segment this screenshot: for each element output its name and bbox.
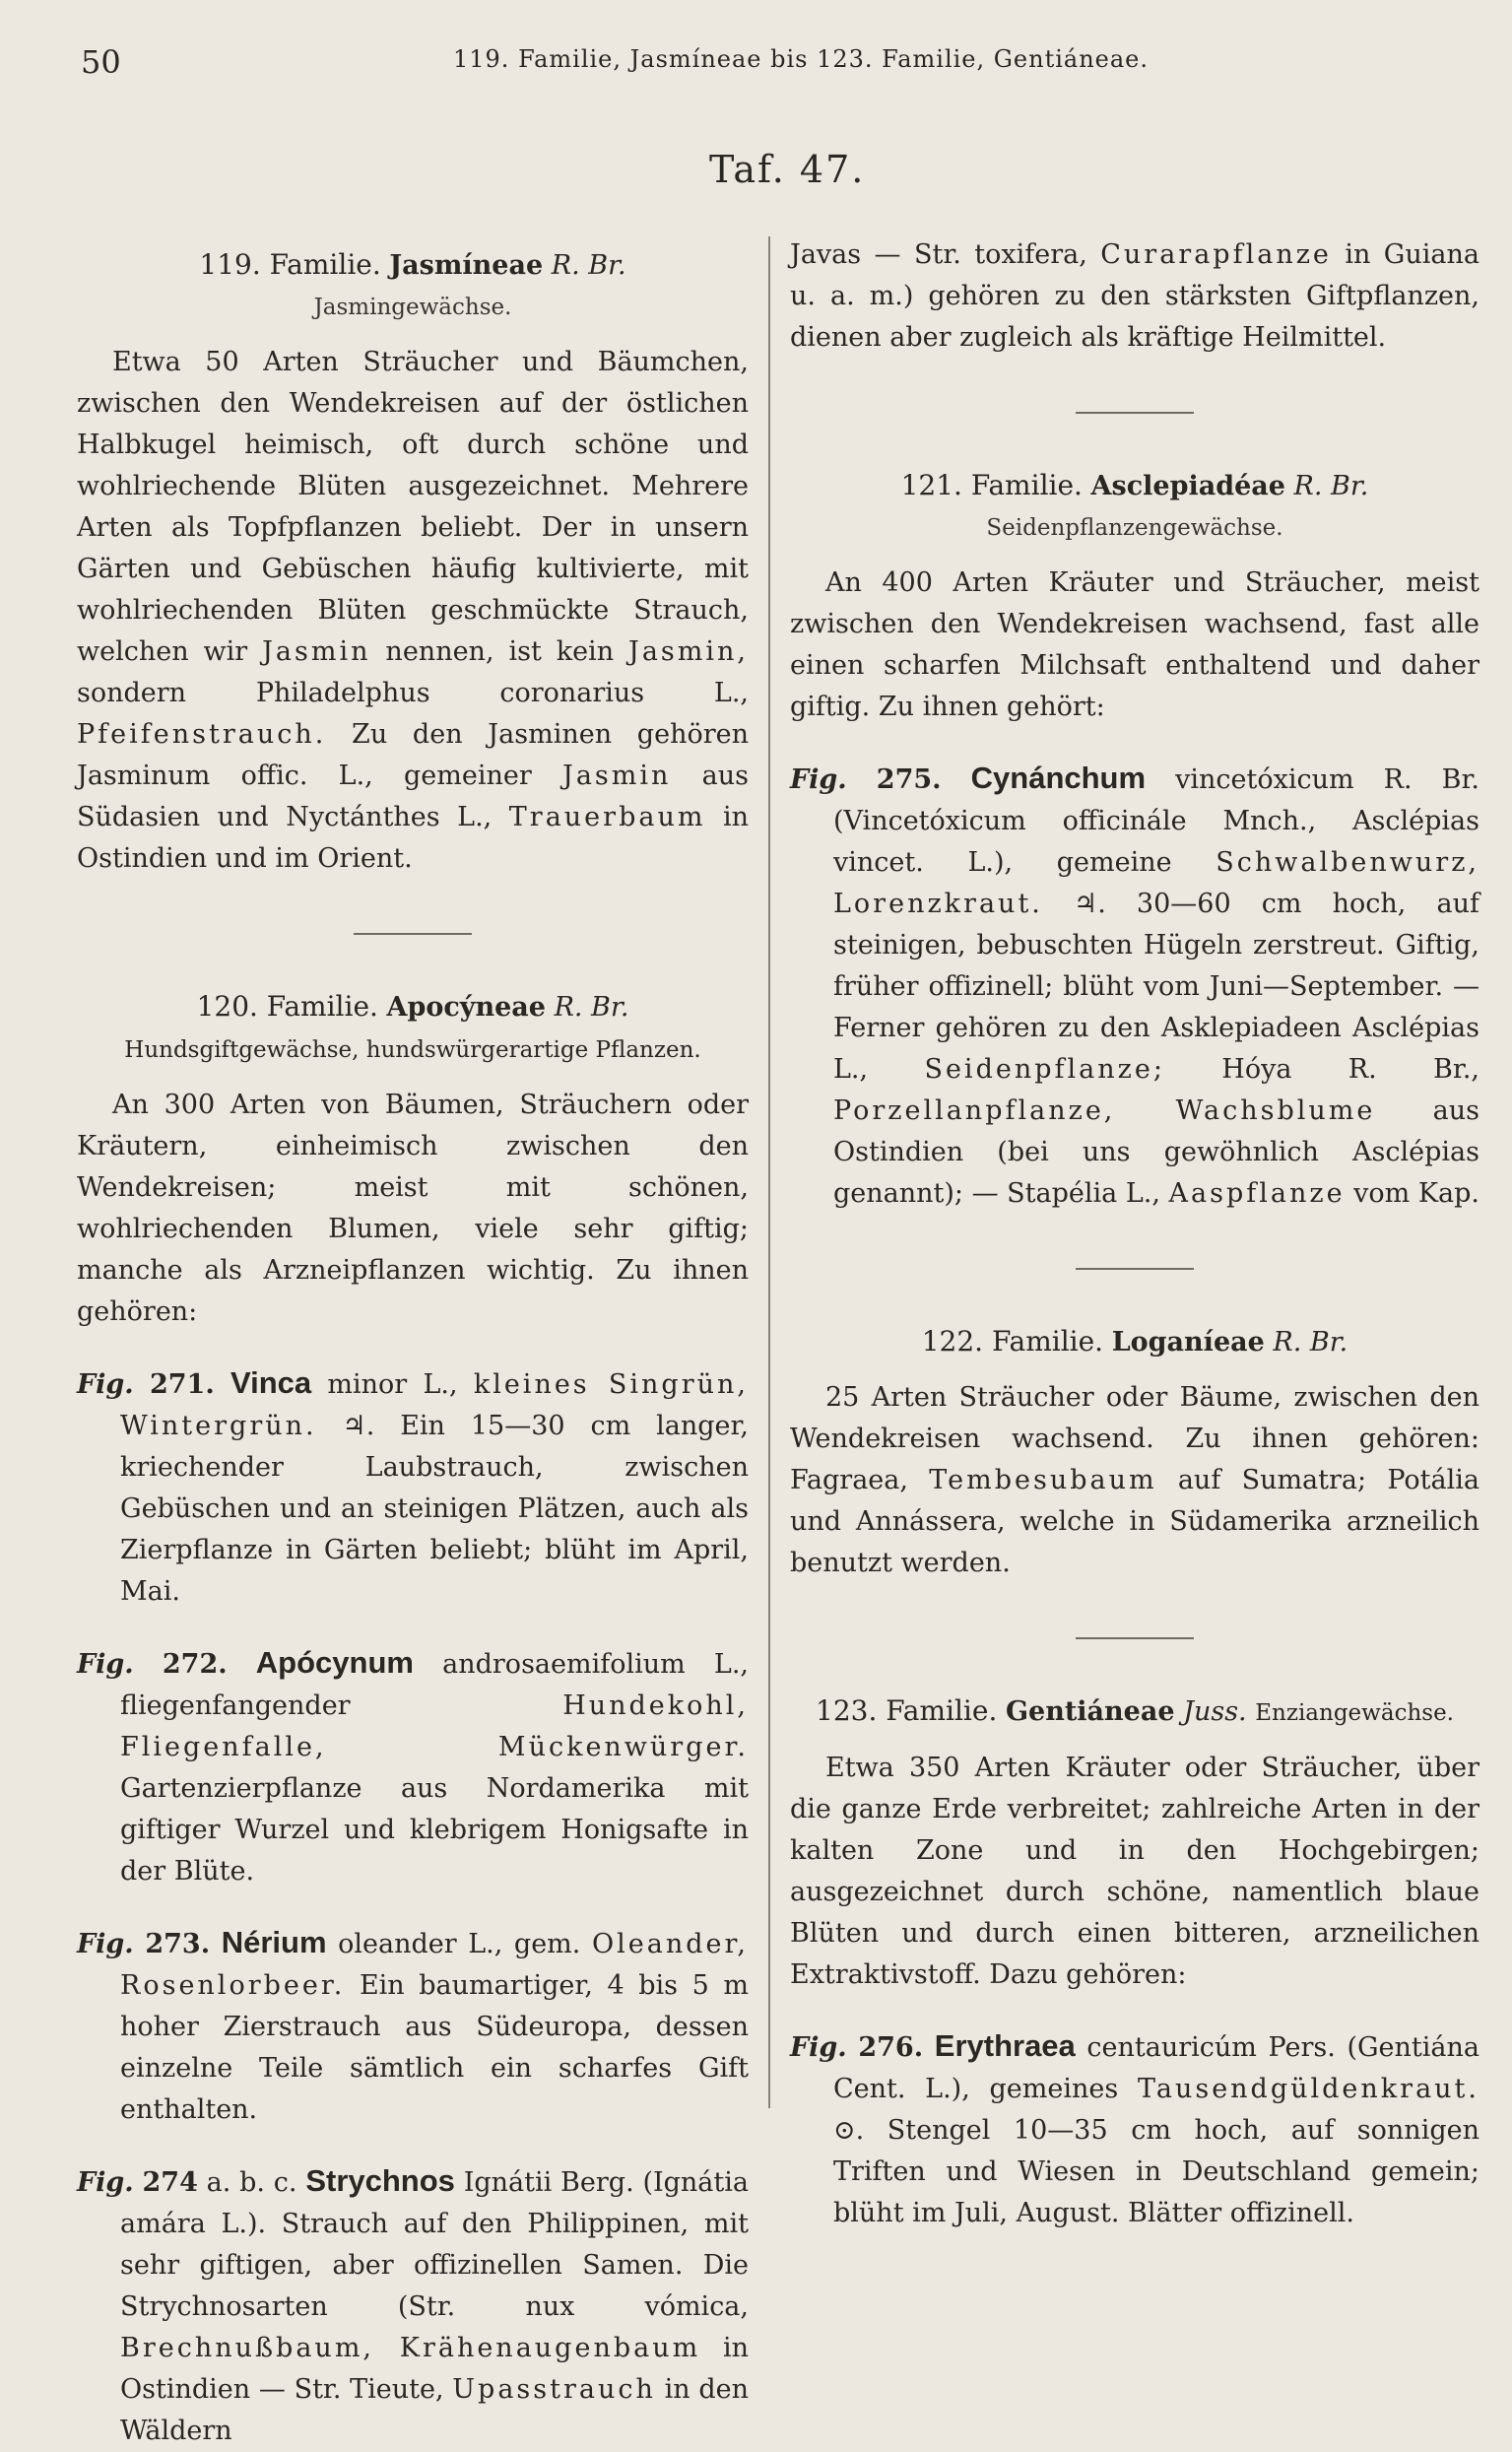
text-run: Tausendgüldenkraut. xyxy=(1137,2074,1479,2104)
family-name: Loganíeae xyxy=(1111,1327,1265,1358)
family-120-description: An 300 Arten von Bäumen, Sträuchern oder Kräutern, einheimisch zwischen den Wendekreisen; meist mit schönen, wohlriechenden Blumen, viele sehr giftig; manche als Arzneipflanzen wichtig. Zu ihnen gehören: xyxy=(77,1090,749,1327)
genus-name: Vinca xyxy=(230,1365,312,1400)
text-run: Jasmin, xyxy=(628,636,750,667)
text-run: Javas — Str. toxifera, xyxy=(790,239,1101,270)
text-run: aus Südasien und Nyctánthes L., xyxy=(77,761,749,832)
text-run: Etwa 50 Arten Sträucher und Bäumchen, zwischen den Wendekreisen auf der östlichen Halbkugel heimisch, oft durch schöne und wohlriechende Blüten ausgezeichnet. Mehrere Arten als Topfpflanzen beliebt. Der in unsern Gärten und Gebüschen häufig kultivierte, mit wohlriechenden Blüten geschmückte Strauch, welchen wir xyxy=(77,347,749,667)
family-123-subtitle: Enziangewächse. xyxy=(1255,1700,1454,1726)
family-119-heading xyxy=(77,244,749,287)
section-divider xyxy=(1076,412,1194,414)
text-run: Seidenpflanze; xyxy=(924,1054,1165,1085)
text-run: aus Ostindien (bei uns gewöhnlich Asclépias genannt); — Stapélia L., xyxy=(833,1095,1479,1209)
text-run: Jasmin xyxy=(562,761,672,791)
text-run: Schwalbenwurz, Lorenzkraut. xyxy=(833,847,1479,919)
family-author: R. Br. xyxy=(554,992,629,1023)
text-run: sondern Philadelphus coronarius L., xyxy=(77,678,749,708)
text-run: Aaspflanze xyxy=(1168,1178,1346,1209)
family-119-subtitle: Jasmingewächse. xyxy=(313,295,512,320)
plate-title: Taf. 47. xyxy=(709,148,866,191)
fig-275-entry xyxy=(790,758,1479,1215)
text-run: 121. Familie. xyxy=(900,469,1083,501)
text-run: Zu den Jasminen gehören Jasminum offic. L., gemeiner xyxy=(77,719,749,791)
text-run: Upasstrauch xyxy=(452,2374,656,2405)
text-run: a. b. c. xyxy=(197,2167,306,2198)
text-run: 272. xyxy=(162,1649,228,1680)
text-run: vom Kap. xyxy=(1345,1178,1479,1209)
section-divider xyxy=(1076,1637,1194,1639)
text-run: Hundekohl, Fliegenfalle, Mückenwürger. xyxy=(120,1690,749,1762)
text-run: Jasmin xyxy=(262,636,371,667)
page-number: 50 xyxy=(81,43,121,81)
family-121-subtitle: Seidenpflanzengewächse. xyxy=(986,515,1283,541)
section-divider xyxy=(354,933,472,935)
text-run: centauricúm Pers. (Gentiána Cent. L.), gemeines xyxy=(833,2032,1479,2104)
text-run: Fig. xyxy=(790,764,847,795)
fig-276-entry xyxy=(790,2025,1479,2234)
right-column xyxy=(790,234,1479,2234)
text-run: androsaemifolium L., fliegenfangender xyxy=(120,1649,749,1721)
text-run: Hóya R. Br., xyxy=(1164,1054,1479,1085)
family-name: Jasmíneae xyxy=(389,250,544,281)
text-run: vincetóxicum R. Br. (Vincetóxicum officinále Mnch., Asclépias vincet. L.), gemeine xyxy=(833,764,1479,878)
family-123-heading xyxy=(790,1690,1479,1734)
text-run: Oleander, Rosenlorbeer. xyxy=(120,1929,749,2001)
family-author: R. Br. xyxy=(551,250,626,281)
text-run: Fig. xyxy=(77,1369,134,1400)
family-name: Asclepiadéae xyxy=(1090,471,1285,501)
text-run: in Guiana u. a. m.) gehören zu den stärksten Giftpflanzen, dienen aber zugleich als kräftige Heilmittel. xyxy=(790,239,1479,353)
text-run: in Ostindien und im Orient. xyxy=(77,802,749,874)
text-run: Tembesubaum xyxy=(929,1465,1157,1495)
text-run: Trauerbaum xyxy=(508,802,706,832)
family-123-description: Etwa 350 Arten Kräuter oder Sträucher, über die ganze Erde verbreitet; zahlreiche Arten in der kalten Zone und in den Hochgebirgen; ausgezeichnet durch schöne, namentlich blaue Blüten und durch einen bitteren, arzneilichen Extraktivstoff. Dazu gehören: xyxy=(790,1753,1479,1990)
text-run: 271. xyxy=(149,1369,215,1400)
text-run: in Ostindien — Str. Tieute, xyxy=(120,2333,750,2405)
family-name: Gentiáneae xyxy=(1005,1696,1175,1727)
text-run: Fig. xyxy=(77,1649,134,1680)
text-run: 276. xyxy=(858,2032,924,2063)
fig-271-entry xyxy=(77,1362,749,1613)
family-author: R. Br. xyxy=(1293,471,1369,501)
genus-name: Apócynum xyxy=(255,1645,414,1680)
text-run: Pfeifenstrauch. xyxy=(77,719,327,750)
genus-name: Erythraea xyxy=(934,2028,1076,2063)
genus-name: Nérium xyxy=(221,1925,327,1959)
family-author: Juss. xyxy=(1183,1696,1247,1727)
family-122-description xyxy=(790,1377,1479,1584)
text-run: Porzellanpflanze, Wachsblume xyxy=(833,1095,1376,1126)
fig-274-continuation xyxy=(790,234,1479,359)
family-121-heading xyxy=(790,465,1479,507)
text-run: 273. xyxy=(145,1929,211,1959)
text-run: Fig. xyxy=(77,2167,134,2198)
text-run: Ignátii Berg. (Ignátia amára L.). Strauch auf den Philippinen, mit sehr giftigen, aber offizinellen Samen. Die Strychnosarten (Str. nux vómica, xyxy=(120,2167,749,2322)
fig-272-entry xyxy=(77,1642,749,1892)
text-run: in den Wäldern xyxy=(120,2374,750,2446)
family-119-description xyxy=(77,342,749,880)
family-120-heading xyxy=(77,986,749,1071)
family-121-description: An 400 Arten Kräuter und Sträucher, meist zwischen den Wendekreisen wachsend, fast alle einen scharfen Milchsaft enthaltend und daher giftig. Zu ihnen gehört: xyxy=(790,567,1479,722)
column-divider xyxy=(768,236,770,2108)
text-run: 25 Arten Sträucher oder Bäume, zwischen den Wendekreisen wachsend. Zu ihnen gehören: Fagraea, xyxy=(790,1382,1479,1495)
text-run: kleines Singrün, Wintergrün. xyxy=(120,1369,749,1441)
fig-273-entry xyxy=(77,1922,749,2131)
text-run: Ein baumartiger, 4 bis 5 m hoher Zierstrauch aus Südeuropa, dessen einzelne Teile sämtlich ein scharfes Gift enthalten. xyxy=(120,1970,749,2125)
family-122-heading xyxy=(790,1321,1479,1363)
genus-name: Strychnos xyxy=(305,2163,455,2198)
text-run: nennen, ist kein xyxy=(370,636,629,667)
text-run: 274 xyxy=(142,2167,198,2198)
genus-name: Cynánchum xyxy=(970,761,1147,795)
text-run: ♃. 30—60 cm hoch, auf steinigen, bebuschten Hügeln zerstreut. Giftig, früher offizinell; blüht vom Juni—September. — Ferner gehören zu den Asklepiadeen Asclépias L., xyxy=(833,889,1479,1085)
text-run: auf Sumatra; Potália und Annássera, welche in Südamerika arzneilich benutzt werden. xyxy=(790,1465,1479,1578)
family-name: Apocýneae xyxy=(386,992,546,1023)
text-run: ♃. Ein 15—30 cm langer, kriechender Laubstrauch, zwischen Gebüschen und an steinigen Plätzen, auch als Zierpflanze in Gärten beliebt; blüht im April, Mai. xyxy=(120,1411,749,1607)
text-run: 120. Familie. xyxy=(196,990,378,1023)
text-run: oleander L., gem. xyxy=(326,1929,592,1959)
text-run: 122. Familie. xyxy=(921,1325,1104,1358)
text-run: minor L., xyxy=(311,1369,474,1400)
fig-274-entry xyxy=(77,2160,749,2452)
text-run: Gartenzierpflanze aus Nordamerika mit giftiger Wurzel und klebrigem Honigsafte in der Blüte. xyxy=(120,1773,749,1887)
left-column xyxy=(77,234,749,2452)
text-run: 123. Familie. xyxy=(816,1694,998,1727)
text-run: ⊙. Stengel 10—35 cm hoch, auf sonnigen Triften und Wiesen in Deutschland gemein; blüht im Juli, August. Blätter offizinell. xyxy=(833,2115,1479,2228)
text-run: Fig. xyxy=(77,1929,134,1959)
family-author: R. Br. xyxy=(1273,1327,1348,1358)
text-run: 275. xyxy=(876,764,942,795)
family-120-subtitle: Hundsgiftgewächse, hundswürgerartige Pflanzen. xyxy=(124,1037,701,1063)
section-divider xyxy=(1076,1268,1194,1270)
text-run: Brechnußbaum, Krähenaugenbaum xyxy=(120,2333,701,2363)
text-run: Curarapflanze xyxy=(1100,239,1332,270)
running-title: 119. Familie, Jasmíneae bis 123. Familie, Gentiáneae. xyxy=(453,45,1150,73)
text-run: Fig. xyxy=(790,2032,847,2063)
text-run: 119. Familie. xyxy=(199,248,381,281)
